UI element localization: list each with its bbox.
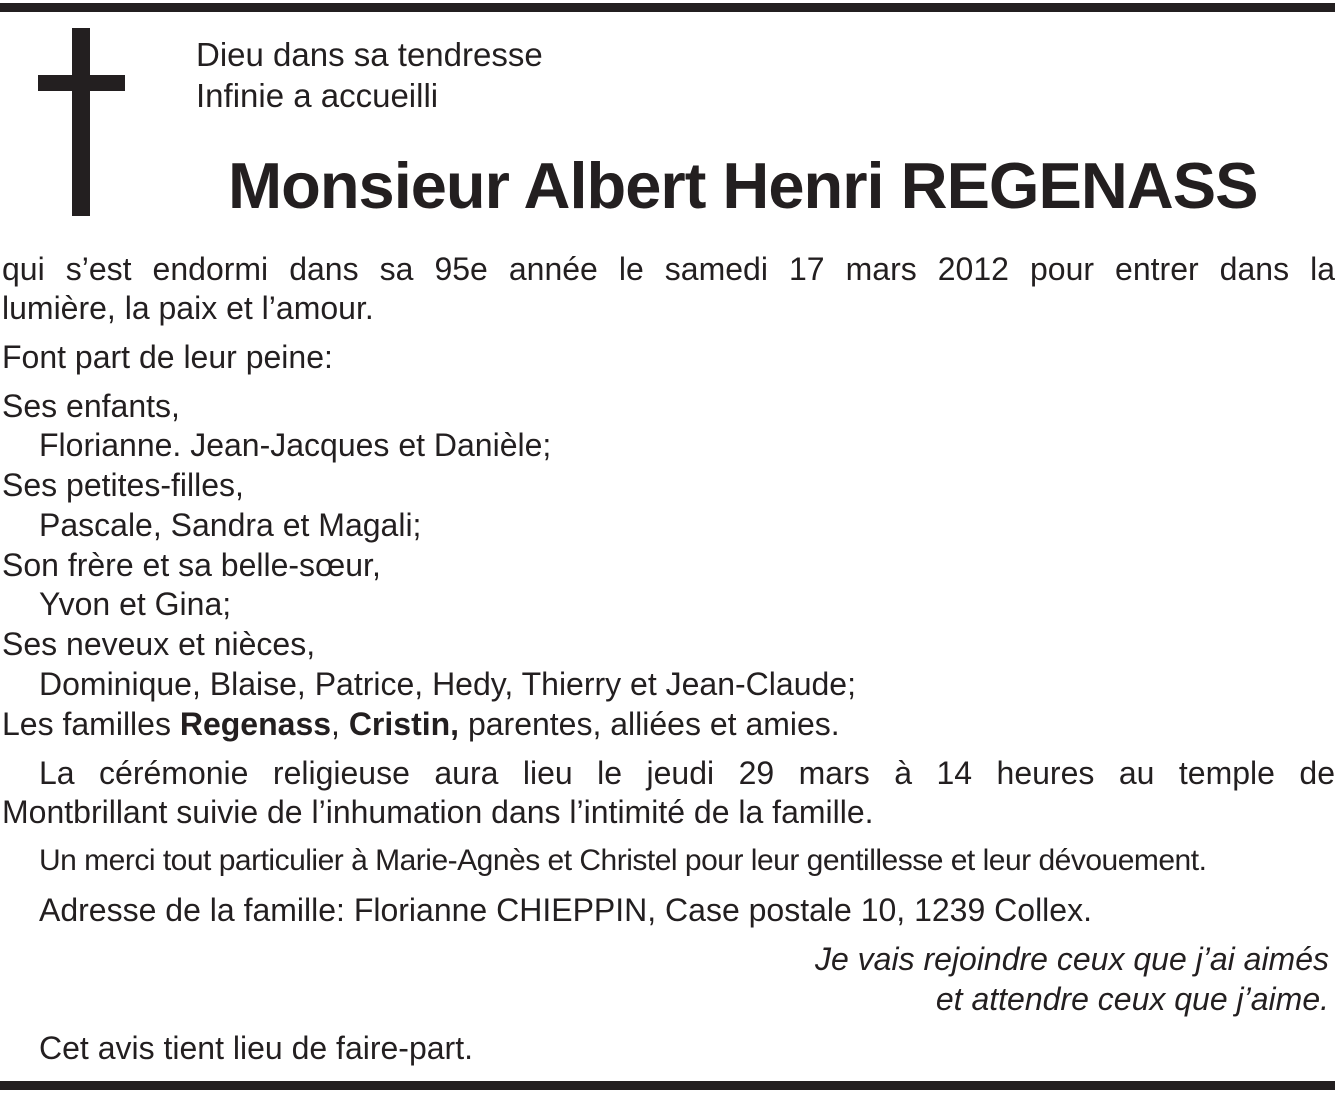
deceased-name: Monsieur Albert Henri REGENASS (228, 149, 1258, 222)
font-part-line: Font part de leur peine: (2, 339, 333, 375)
announcement-line-1: qui s’est endormi dans sa 95e année le samedi 17 mars 2012 pour entrer dans la (2, 251, 1335, 287)
granddaughters-label: Ses petites-filles, (2, 467, 244, 503)
nephews-label: Ses neveux et nièces, (2, 626, 316, 662)
families-line (2, 704, 840, 744)
children-label: Ses enfants, (2, 388, 180, 424)
children-names: Florianne. Jean-Jacques et Danièle; (39, 427, 552, 463)
thanks-line: Un merci tout particulier à Marie-Agnès et Christel pour leur gentillesse et leur dévouement. (39, 844, 1207, 877)
intro-line-1: Dieu dans sa tendresse (196, 36, 543, 73)
granddaughters-names: Pascale, Sandra et Magali; (39, 507, 422, 543)
address-line: Adresse de la famille: Florianne CHIEPPIN, Case postale 10, 1239 Collex. (39, 892, 1092, 928)
announcement-line-2: lumière, la paix et l’amour. (2, 290, 374, 326)
closing-line: Cet avis tient lieu de faire-part. (39, 1030, 473, 1066)
cross-vertical-bar (72, 28, 90, 216)
cross-horizontal-bar (38, 75, 125, 91)
top-rule (0, 3, 1335, 12)
quote-line-1: Je vais rejoindre ceux que j’ai aimés (814, 941, 1329, 977)
sibling-label: Son frère et sa belle-sœur, (2, 547, 381, 583)
families-suffix: parentes, alliées et amies. (459, 706, 840, 742)
families-prefix: Les familles (2, 706, 180, 742)
families-name-cristin: Cristin, (348, 706, 460, 742)
intro-line-2: Infinie a accueilli (196, 77, 439, 114)
quote-line-2: et attendre ceux que j’aime. (935, 981, 1329, 1017)
nephews-names: Dominique, Blaise, Patrice, Hedy, Thierry et Jean-Claude; (39, 666, 856, 702)
ceremony-line-2: Montbrillant suivie de l’inhumation dans l’intimité de la famille. (2, 794, 874, 830)
families-separator: , (331, 706, 349, 742)
families-name-regenass: Regenass (179, 706, 332, 742)
ceremony-line-1: La cérémonie religieuse aura lieu le jeudi 29 mars à 14 heures au temple de (39, 755, 1335, 791)
bottom-rule (0, 1081, 1335, 1090)
sibling-names: Yvon et Gina; (39, 586, 232, 622)
